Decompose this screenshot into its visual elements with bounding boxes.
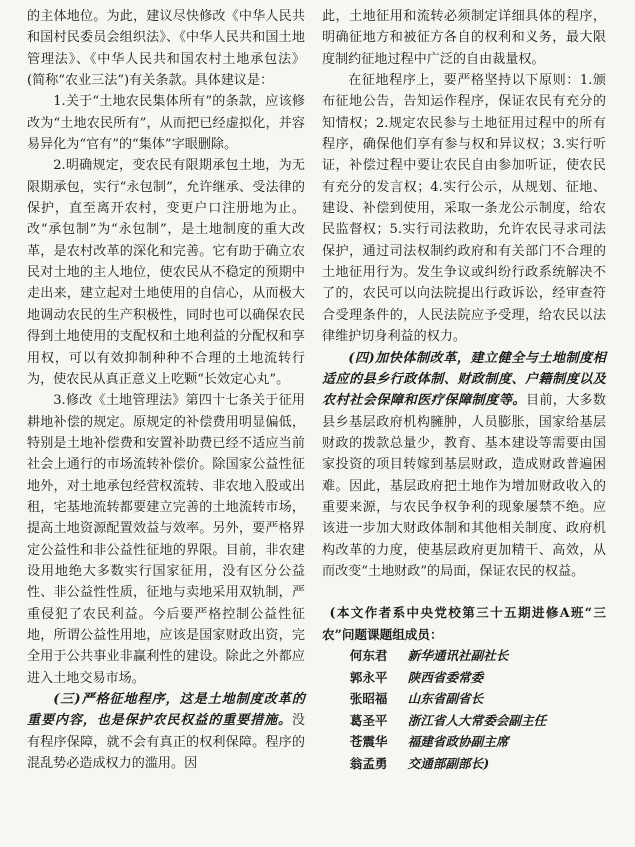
member-name: 郭永平 bbox=[349, 669, 388, 685]
author-member bbox=[322, 753, 606, 775]
left-column bbox=[27, 6, 305, 774]
paragraph-suggestion-2: 2.明确规定，变农民有限期承包土地，为无限期承包，实行“永包制”，允许继承、受法律的保护，直至离开农村，变更户口注册地为止。改“承包制”为“永包制”，是土地制度的重大改革，是农村改革的深化和完善。它有助于确立农民对土地的主人地位，使农民从不稳定的预期中走出来，建立起对土地使用的自信心，从而极大地调动农民的生产积极性，同时也可以确保农民得到土地使用的支配权和土地利益的分配权和享用权，可以有效抑制种种不合理的土地流转行为，使农民从真正意义上吃颗“长效定心丸”。 bbox=[27, 158, 305, 387]
author-member bbox=[322, 710, 606, 732]
member-name: 葛圣平 bbox=[349, 712, 388, 728]
paragraph-suggestion-1: 1.关于“土地农民集体所有”的条款，应该修改为“土地农民所有”，从而把已经虚拟化，并容易异化为“官有”的“集体”字眼删除。 bbox=[27, 94, 305, 153]
paragraph-intro: 的主体地位。为此，建议尽快修改《中华人民共和国村民委员会组织法》、《中华人民共和国土地管理法》、《中华人民共和国农村土地承包法》(简称“农业三法”)有关条款。具体建议是： bbox=[27, 9, 305, 89]
author-note bbox=[322, 602, 606, 774]
paragraph-continuation: 此，土地征用和流转必须制定详细具体的程序，明确征地方和被征方各自的权利和义务，最大限度制约征地过程中广泛的自由裁量权。 bbox=[322, 9, 606, 67]
member-title: 山东省副省长 bbox=[407, 691, 484, 707]
section-4-heading: (四)加快体制改革，建立健全与土地制度相适应的县乡行政体制、财政制度、户籍制度以及农村社会保障和医疗保障制度等。 bbox=[322, 350, 606, 409]
right-column bbox=[322, 6, 606, 774]
member-name: 苍震华 bbox=[349, 734, 388, 750]
member-title: 浙江省人大常委会副主任 bbox=[407, 712, 547, 728]
member-title: 交通部副部长) bbox=[407, 755, 490, 771]
member-name: 张昭福 bbox=[349, 691, 388, 707]
author-member bbox=[322, 731, 606, 753]
paragraph-section-4 bbox=[322, 348, 606, 583]
author-member bbox=[322, 645, 606, 667]
paragraph-suggestion-3: 3.修改《土地管理法》第四十七条关于征用耕地补偿的规定。原规定的补偿费用明显偏低，特别是土地补偿费和安置补助费已经不适应当前社会上通行的市场流转补偿价。除国家公益性征地外，对土地承包经营权流转、非农地入股或出租，宅基地流转都要建立完善的土地流转市场，提高土地资源配置效益与效率。另外，要严格界定公益性和非公益性征地的界限。目前，非农建设用地绝大多数实行国家征用，没有区分公益性、非公益性性质，征地与卖地采用双轨制，严重侵犯了农民利益。今后要严格控制公益性征地，所谓公益性用地，应该是国家财政出资，完全用于公共事业非赢利性的建设。除此之外都应进入土地交易市场。 bbox=[27, 393, 305, 686]
section-4-body: 目前，大多数县乡基层政府机构臃肿，人员膨胀，国家给基层财政的拨款总量少，教育、基本建设等需要由国家投资的项目转嫁到基层财政，造成财政普遍困难。因此，基层政府把土地作为增加财政收入的重要来源，与农民争权争利的现象屡禁不绝。应该进一步加大财政体制和其他相关制度、政府机构改革的力度，使基层政府更加精干、高效，从而改变“土地财政”的局面，保证农民的权益。 bbox=[322, 393, 607, 579]
author-member bbox=[322, 667, 606, 689]
member-title: 福建省政协副主席 bbox=[407, 734, 509, 750]
member-title: 陕西省委常委 bbox=[407, 669, 484, 685]
section-3-body: 没有程序保障，就不会有真正的权利保障。程序的混乱势必造成权力的滥用。因 bbox=[27, 713, 305, 772]
author-member bbox=[322, 688, 606, 710]
member-name: 翁孟勇 bbox=[349, 755, 388, 771]
member-name: 何东君 bbox=[349, 648, 388, 664]
author-member-list bbox=[322, 645, 606, 774]
member-title: 新华通讯社副社长 bbox=[407, 648, 509, 664]
paragraph-section-3 bbox=[27, 689, 305, 774]
author-note-lead: (本文作者系中央党校第三十五期进修A班“三农”问题课题组成员： bbox=[322, 605, 606, 642]
paragraph-principles: 在征地程序上，要严格坚持以下原则：1.颁布征地公告，告知运作程序，保证农民有充分的知情权；2.规定农民参与土地征用过程中的所有程序，确保他们享有参与权和异议权；3.实行听证，补偿过程中要让农民自由参加听证，使农民有充分的发言权；4.实行公示，从规划、征地、建设、补偿到使用，采取一条龙公示制度，给农民监督权；5.实行司法救助，允许农民寻求司法保护，通过司法权制约政府和有关部门不合理的土地征用行为。发生争议或纠纷行政系统解决不了的，农民可以向法院提出行政诉讼，经审查符合受理条件的，人民法院应予受理，给农民以法律维护切身利益的权力。 bbox=[322, 73, 606, 345]
section-3-heading: (三)严格征地程序，这是土地制度改革的重要内容，也是保护农民权益的重要措施。 bbox=[27, 692, 305, 729]
